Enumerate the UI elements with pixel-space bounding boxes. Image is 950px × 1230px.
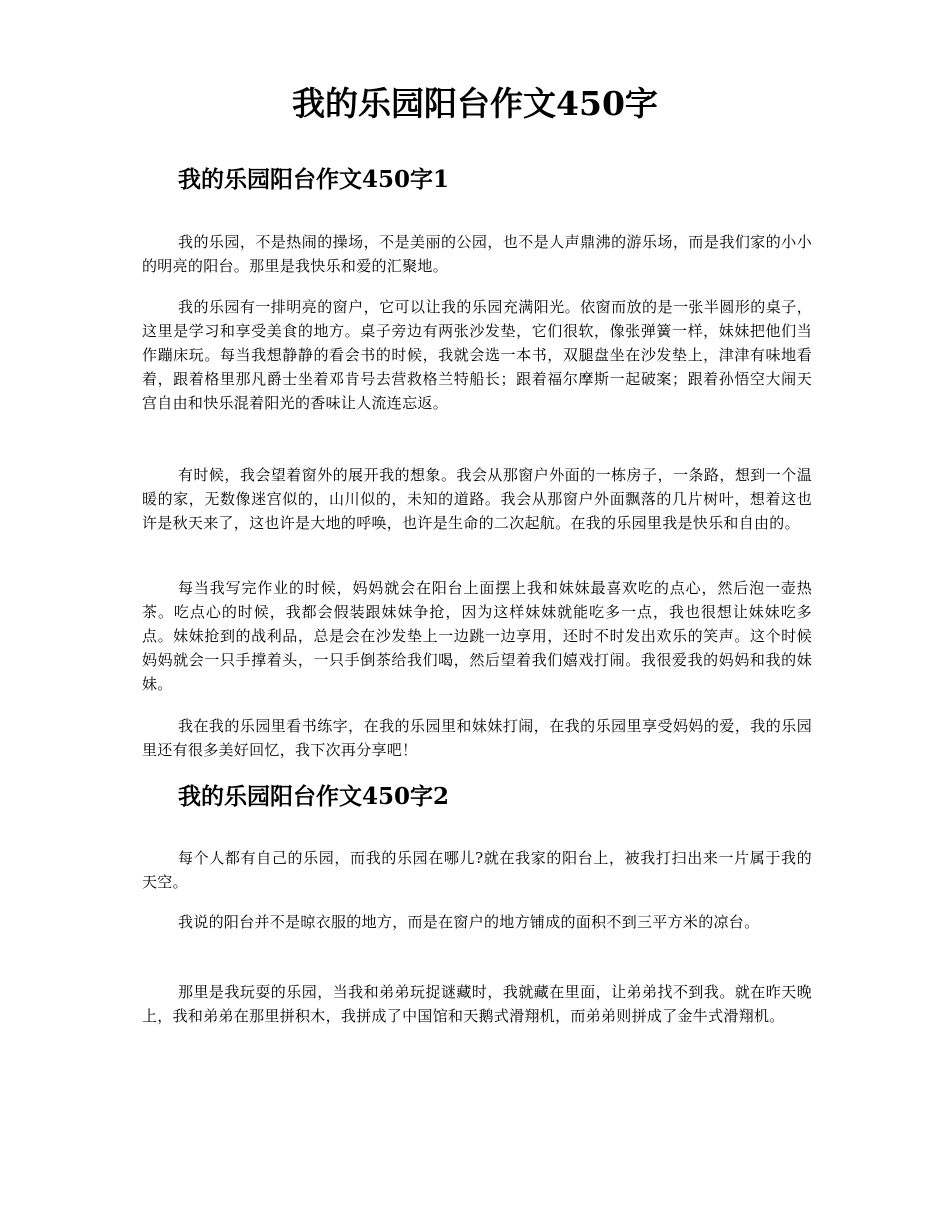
document-title: 我的乐园阳台作文450字 [292, 84, 658, 123]
paragraph: 有时候，我会望着窗外的展开我的想象。我会从那窗户外面的一栋房子，一条路，想到一个温暖的家，无数像迷宫似的，山川似的，未知的道路。我会从那窗户外面飘落的几片树叶，想着这也许是秋天来了，这也许是大地的呼唤，也许是生命的二次起航。在我的乐园里我是快乐和自由的。 [142, 466, 812, 532]
paragraph: 每当我写完作业的时候，妈妈就会在阳台上面摆上我和妹妹最喜欢吃的点心，然后泡一壶热茶。吃点心的时候，我都会假装跟妹妹争抢，因为这样妹妹就能吃多一点，我也很想让妹妹吃多点。妹妹抢到的战利品，总是会在沙发垫上一边跳一边享用，还时不时发出欢乐的笑声。这个时候妈妈就会一只手撑着头，一只手倒茶给我们喝，然后望着我们嬉戏打闹。我很爱我的妈妈和我的妹妹。 [142, 579, 812, 693]
paragraph: 我说的阳台并不是晾衣服的地方，而是在窗户的地方铺成的面积不到三平方米的凉台。 [178, 913, 760, 931]
section-heading-2: 我的乐园阳台作文450字2 [178, 783, 450, 810]
paragraph: 那里是我玩耍的乐园，当我和弟弟玩捉谜藏时，我就藏在里面，让弟弟找不到我。就在昨天晚上，我和弟弟在那里拼积木，我拼成了中国馆和天鹅式滑翔机，而弟弟则拼成了金牛式滑翔机。 [142, 983, 812, 1025]
section-heading-1: 我的乐园阳台作文450字1 [178, 166, 450, 193]
paragraph: 我在我的乐园里看书练字，在我的乐园里和妹妹打闹，在我的乐园里享受妈妈的爱，我的乐园里还有很多美好回忆，我下次再分享吧！ [142, 717, 812, 759]
paragraph: 每个人都有自己的乐园，而我的乐园在哪儿?就在我家的阳台上，被我打扫出来一片属于我的天空。 [142, 849, 812, 891]
paragraph: 我的乐园有一排明亮的窗户，它可以让我的乐园充满阳光。依窗而放的是一张半圆形的桌子，这里是学习和享受美食的地方。桌子旁边有两张沙发垫，它们很软，像张弹簧一样，妹妹把他们当作蹦床玩。每当我想静静的看会书的时候，我就会选一本书，双腿盘坐在沙发垫上，津津有味地看着，跟着格里那凡爵士坐着邓肯号去营救格兰特船长；跟着福尔摩斯一起破案；跟着孙悟空大闹天宫自由和快乐混着阳光的香味让人流连忘返。 [142, 298, 812, 412]
paragraph: 我的乐园，不是热闹的操场，不是美丽的公园，也不是人声鼎沸的游乐场，而是我们家的小小的明亮的阳台。那里是我快乐和爱的汇聚地。 [142, 233, 812, 275]
